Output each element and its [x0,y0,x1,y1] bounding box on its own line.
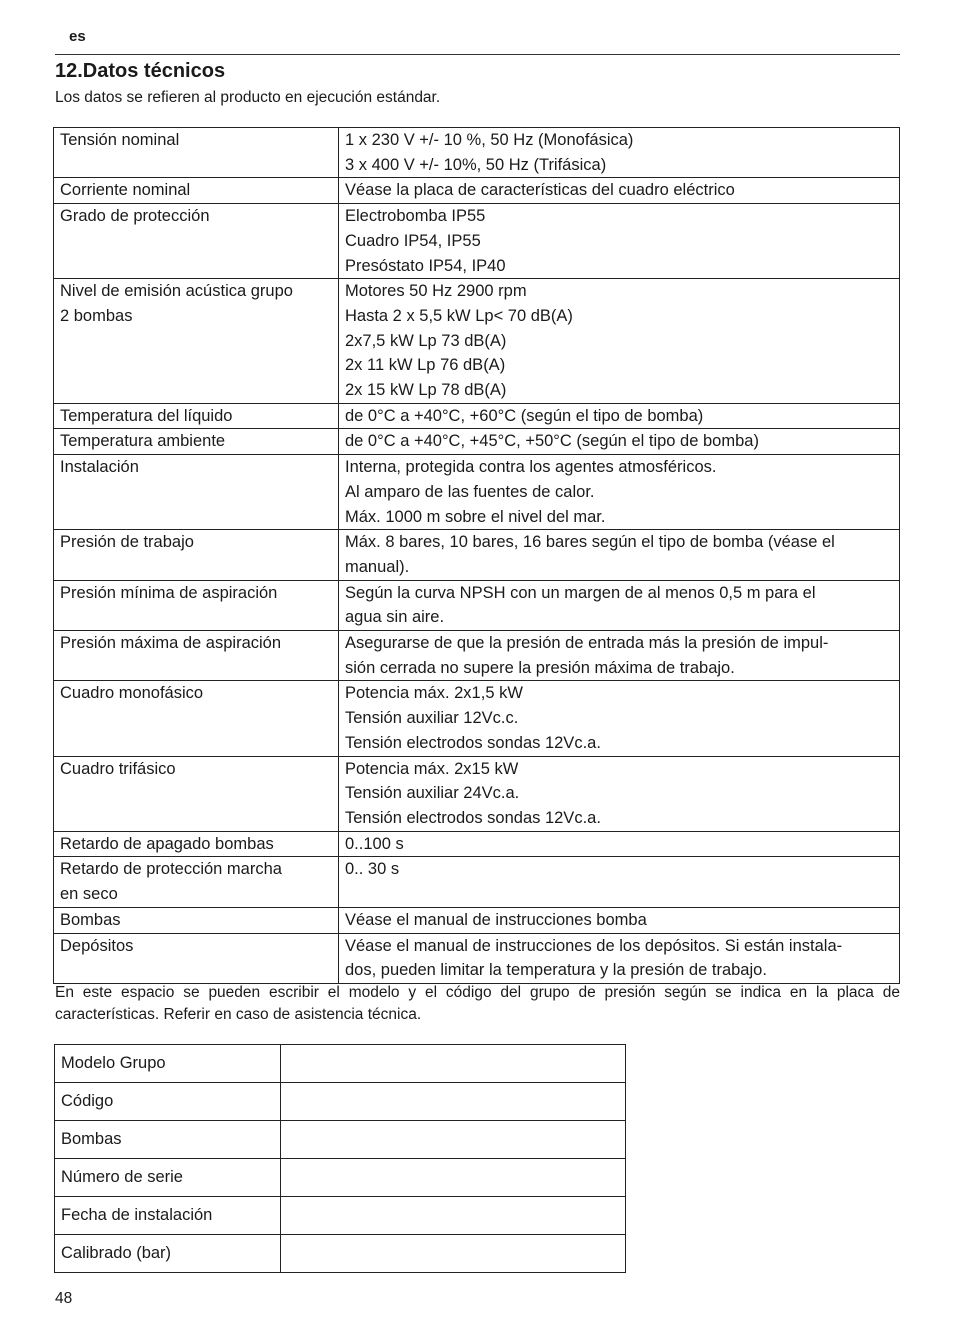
spec-value-line: Tensión auxiliar 12Vc.c. [345,709,519,728]
spec-value-line: Tensión auxiliar 24Vc.a. [345,784,520,803]
spec-value-line: Tensión electrodos sondas 12Vc.a. [345,808,601,827]
spec-value [339,178,900,204]
form-row [55,1083,626,1121]
form-value-field[interactable] [281,1083,626,1121]
form-row [55,1159,626,1197]
form-row [55,1235,626,1273]
spec-label-line: Instalación [60,458,139,477]
spec-value-line: Potencia máx. 2x15 kW [345,759,519,778]
spec-value-line: 2x 15 kW Lp 78 dB(A) [345,381,507,400]
spec-label-line: Temperatura ambiente [60,432,226,451]
spec-label-line: Cuadro trifásico [60,759,176,778]
spec-label [54,455,339,530]
spec-value-line: Máx. 1000 m sobre el nivel del mar. [345,507,606,526]
spec-label [54,530,339,580]
spec-row [54,178,900,204]
spec-value-line: Interna, protegida contra los agentes atmosféricos. [345,458,717,477]
spec-value-line: sión cerrada no supere la presión máxima de trabajo. [345,658,735,677]
spec-value-line: 3 x 400 V +/- 10%, 50 Hz (Trifásica) [345,155,607,174]
spec-value-line: Cuadro IP54, IP55 [345,231,481,250]
form-label: Calibrado (bar) [55,1235,281,1273]
spec-value [339,128,900,178]
spec-label [54,831,339,857]
spec-value-line: Según la curva NPSH con un margen de al menos 0,5 m para el [345,583,816,602]
spec-row [54,128,900,178]
spec-row [54,455,900,530]
spec-label [54,857,339,907]
spec-label-line: Depósitos [60,936,134,955]
spec-value-line: Presóstato IP54, IP40 [345,256,506,275]
spec-value-line: Máx. 8 bares, 10 bares, 16 bares según el tipo de bomba (véase el [345,533,835,552]
spec-row [54,530,900,580]
spec-value-line: 2x7,5 kW Lp 73 dB(A) [345,331,507,350]
form-label: Código [55,1083,281,1121]
spec-label [54,429,339,455]
header-rule [55,54,900,55]
spec-value [339,756,900,831]
spec-value-line: de 0°C a +40°C, +60°C (según el tipo de bomba) [345,406,704,425]
spec-row [54,933,900,983]
spec-label [54,907,339,933]
tech-data-table [53,127,900,984]
spec-label-line: Retardo de protección marcha [60,860,282,879]
note-paragraph: En este espacio se pueden escribir el modelo y el código del grupo de presión según se indica en la placa de características. Referir en caso de asistencia técnica. [55,984,900,1023]
spec-value [339,530,900,580]
spec-label [54,403,339,429]
form-label: Bombas [55,1121,281,1159]
form-value-field[interactable] [281,1235,626,1273]
spec-label [54,756,339,831]
spec-value-line: Véase la placa de características del cuadro eléctrico [345,181,735,200]
spec-label [54,631,339,681]
spec-value-line: manual). [345,557,410,576]
spec-row [54,831,900,857]
spec-value [339,857,900,907]
spec-value-line: Potencia máx. 2x1,5 kW [345,684,523,703]
spec-row [54,631,900,681]
spec-value-line: 0..100 s [345,834,404,853]
spec-label-line: Presión máxima de aspiración [60,634,282,653]
spec-value [339,429,900,455]
spec-label-line: Temperatura del líquido [60,406,233,425]
spec-value [339,279,900,404]
spec-row [54,403,900,429]
spec-value [339,631,900,681]
spec-label-line: 2 bombas [60,306,133,325]
language-code: es [69,28,86,45]
spec-value [339,907,900,933]
form-row [55,1045,626,1083]
spec-label-line: Retardo de apagado bombas [60,834,274,853]
form-label: Número de serie [55,1159,281,1197]
spec-row [54,857,900,907]
spec-value-line: Al amparo de las fuentes de calor. [345,482,595,501]
spec-row [54,756,900,831]
spec-label [54,279,339,404]
form-label: Fecha de instalación [55,1197,281,1235]
group-info-form [54,1044,626,1273]
section-title: 12.Datos técnicos [55,60,226,82]
form-row [55,1197,626,1235]
spec-row [54,580,900,630]
spec-value [339,831,900,857]
spec-label-line: Tensión nominal [60,131,180,149]
spec-label-line: Bombas [60,910,121,929]
spec-value-line: dos, pueden limitar la temperatura y la presión de trabajo. [345,961,767,980]
spec-value [339,933,900,983]
spec-label-line: Grado de protección [60,207,210,226]
spec-row [54,907,900,933]
spec-value-line: Véase el manual de instrucciones bomba [345,910,647,929]
spec-label-line: en seco [60,885,118,904]
spec-label [54,933,339,983]
spec-label-line: Cuadro monofásico [60,684,204,703]
spec-row [54,429,900,455]
form-value-field[interactable] [281,1045,626,1083]
spec-value-line: 2x 11 kW Lp 76 dB(A) [345,356,506,375]
spec-value [339,580,900,630]
spec-label-line: Corriente nominal [60,181,191,200]
page-number: 48 [55,1290,73,1307]
spec-value [339,681,900,756]
spec-label [54,681,339,756]
spec-label-line: Nivel de emisión acústica grupo [60,282,293,301]
form-value-field[interactable] [281,1197,626,1235]
form-value-field[interactable] [281,1121,626,1159]
form-row [55,1121,626,1159]
spec-label-line: Presión mínima de aspiración [60,583,278,602]
spec-value-line: de 0°C a +40°C, +45°C, +50°C (según el tipo de bomba) [345,432,759,451]
form-label: Modelo Grupo [55,1045,281,1083]
spec-label [54,580,339,630]
spec-value-line: Electrobomba IP55 [345,207,486,226]
spec-label-line: Presión de trabajo [60,533,194,552]
section-subtitle: Los datos se refieren al producto en ejecución estándar. [55,89,441,106]
spec-value-line: 1 x 230 V +/- 10 %, 50 Hz (Monofásica) [345,131,634,149]
spec-label [54,178,339,204]
spec-value-line: Hasta 2 x 5,5 kW Lp< 70 dB(A) [345,306,573,325]
spec-value [339,403,900,429]
spec-row [54,204,900,279]
spec-label [54,128,339,178]
spec-value [339,455,900,530]
spec-value-line: Asegurarse de que la presión de entrada más la presión de impul- [345,634,829,653]
spec-value [339,204,900,279]
spec-value-line: Motores 50 Hz 2900 rpm [345,282,527,301]
spec-value-line: Tensión electrodos sondas 12Vc.a. [345,733,601,752]
form-value-field[interactable] [281,1159,626,1197]
spec-value-line: 0.. 30 s [345,860,400,879]
spec-row [54,681,900,756]
spec-value-line: Véase el manual de instrucciones de los depósitos. Si están instala- [345,936,843,955]
spec-value-line: agua sin aire. [345,608,445,627]
spec-label [54,204,339,279]
spec-row [54,279,900,404]
